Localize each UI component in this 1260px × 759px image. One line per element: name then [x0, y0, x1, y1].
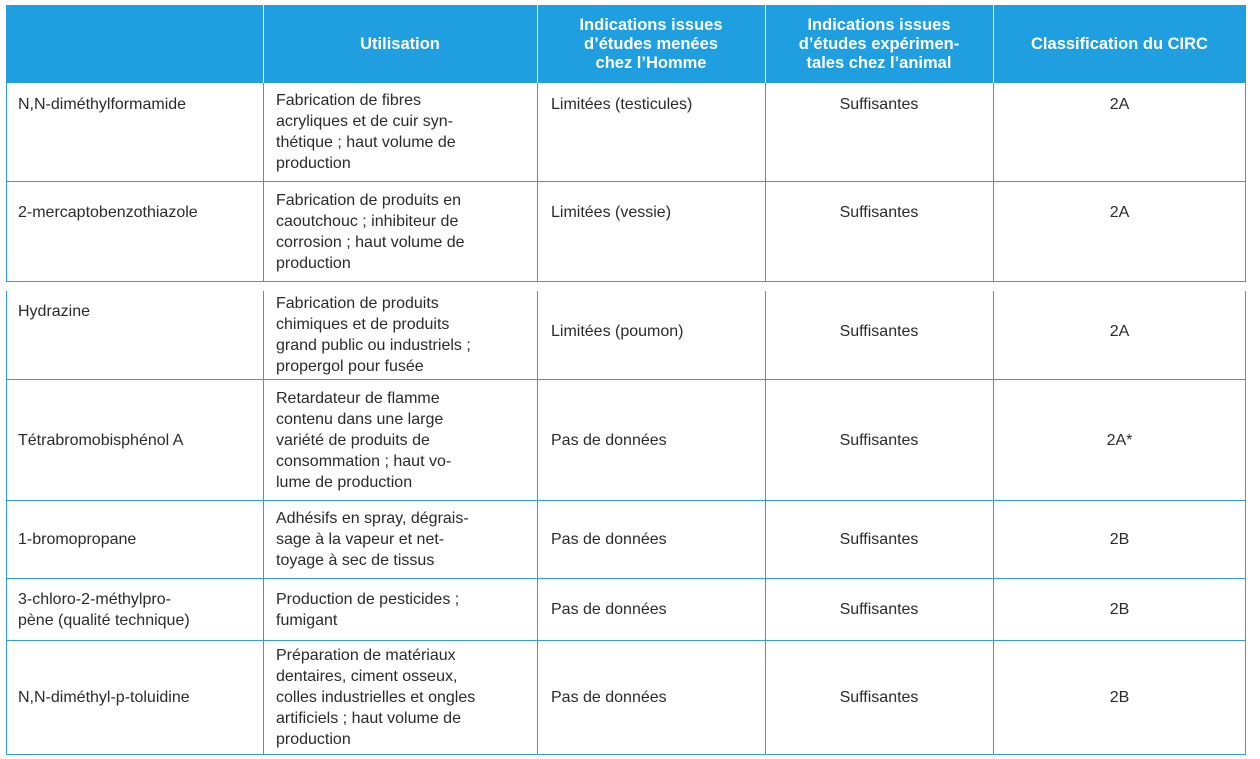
cell-substance: 1-bromopropane: [18, 531, 137, 548]
cell-circ-class: 2A*: [1106, 431, 1133, 449]
header-animal-studies: Indications issues d’études expérimen- tales chez l’animal: [765, 5, 993, 83]
cell-animal-evidence: Suffisantes: [839, 95, 919, 113]
cell-human-evidence: Pas de données: [551, 431, 667, 449]
cell-utilisation: Fabrication de fibres acryliques et de cuir syn- thétique ; haut volume de production: [276, 92, 456, 172]
carcinogen-classification-table: [6, 5, 1246, 755]
cell-animal-evidence: Suffisantes: [839, 601, 919, 618]
row-rule: [6, 281, 1246, 282]
cell-substance: 3-chloro-2-méthylpro- pène (qualité technique): [18, 590, 190, 629]
cell-substance: Tétrabromobisphénol A: [18, 431, 184, 449]
cell-substance: N,N-diméthyl-p-toluidine: [18, 689, 190, 706]
cell-circ-class: 2A: [1109, 95, 1130, 113]
cell-circ-class: 2A: [1109, 203, 1130, 221]
cell-utilisation: Fabrication de produits en caoutchouc ; inhibiteur de corrosion ; haut volume de production: [276, 191, 465, 272]
header-human-studies: Indications issues d’études menées chez l’Homme: [537, 5, 765, 83]
cell-human-evidence: Pas de données: [551, 531, 667, 548]
cell-circ-class: 2B: [1109, 689, 1130, 706]
cell-human-evidence: Pas de données: [551, 689, 667, 706]
cell-animal-evidence: Suffisantes: [839, 431, 919, 449]
cell-animal-evidence: Suffisantes: [839, 689, 919, 706]
header-divider: [993, 5, 994, 83]
cell-circ-class: 2B: [1109, 601, 1130, 618]
row-rule: [6, 754, 1246, 755]
cell-animal-evidence: Suffisantes: [839, 322, 919, 340]
header-substance: [6, 5, 263, 83]
cell-human-evidence: Limitées (vessie): [551, 203, 672, 221]
cell-substance: N,N-diméthylformamide: [18, 95, 187, 113]
cell-substance: Hydrazine: [18, 302, 91, 320]
cell-utilisation: Retardateur de flamme contenu dans une large variété de produits de consommation ; haut vo- lume de production: [276, 389, 452, 491]
cell-human-evidence: Limitées (poumon): [551, 322, 684, 340]
cell-utilisation: Production de pesticides ; fumigant: [276, 590, 460, 629]
cell-utilisation: Adhésifs en spray, dégrais- sage à la vapeur et net- toyage à sec de tissus: [276, 510, 469, 569]
cell-substance: 2-mercaptobenzothiazole: [18, 203, 198, 221]
cell-utilisation: Préparation de matériaux dentaires, ciment osseux, colles industrielles et ongles artificiels ; haut volume de production: [276, 647, 476, 748]
header-divider: [537, 5, 538, 83]
cell-animal-evidence: Suffisantes: [839, 531, 919, 548]
header-divider: [263, 5, 264, 83]
cell-animal-evidence: Suffisantes: [839, 203, 919, 221]
header-circ-classification: Classification du CIRC: [993, 5, 1246, 83]
cell-utilisation: Fabrication de produits chimiques et de produits grand public ou industriels ; propergol pour fusée: [276, 295, 471, 375]
header-divider: [765, 5, 766, 83]
cell-circ-class: 2B: [1109, 531, 1130, 548]
cell-circ-class: 2A: [1109, 322, 1130, 340]
cell-human-evidence: Limitées (testicules): [551, 95, 693, 113]
cell-human-evidence: Pas de données: [551, 601, 667, 618]
header-utilisation: Utilisation: [263, 5, 537, 83]
page-break-gap: [6, 282, 1246, 291]
